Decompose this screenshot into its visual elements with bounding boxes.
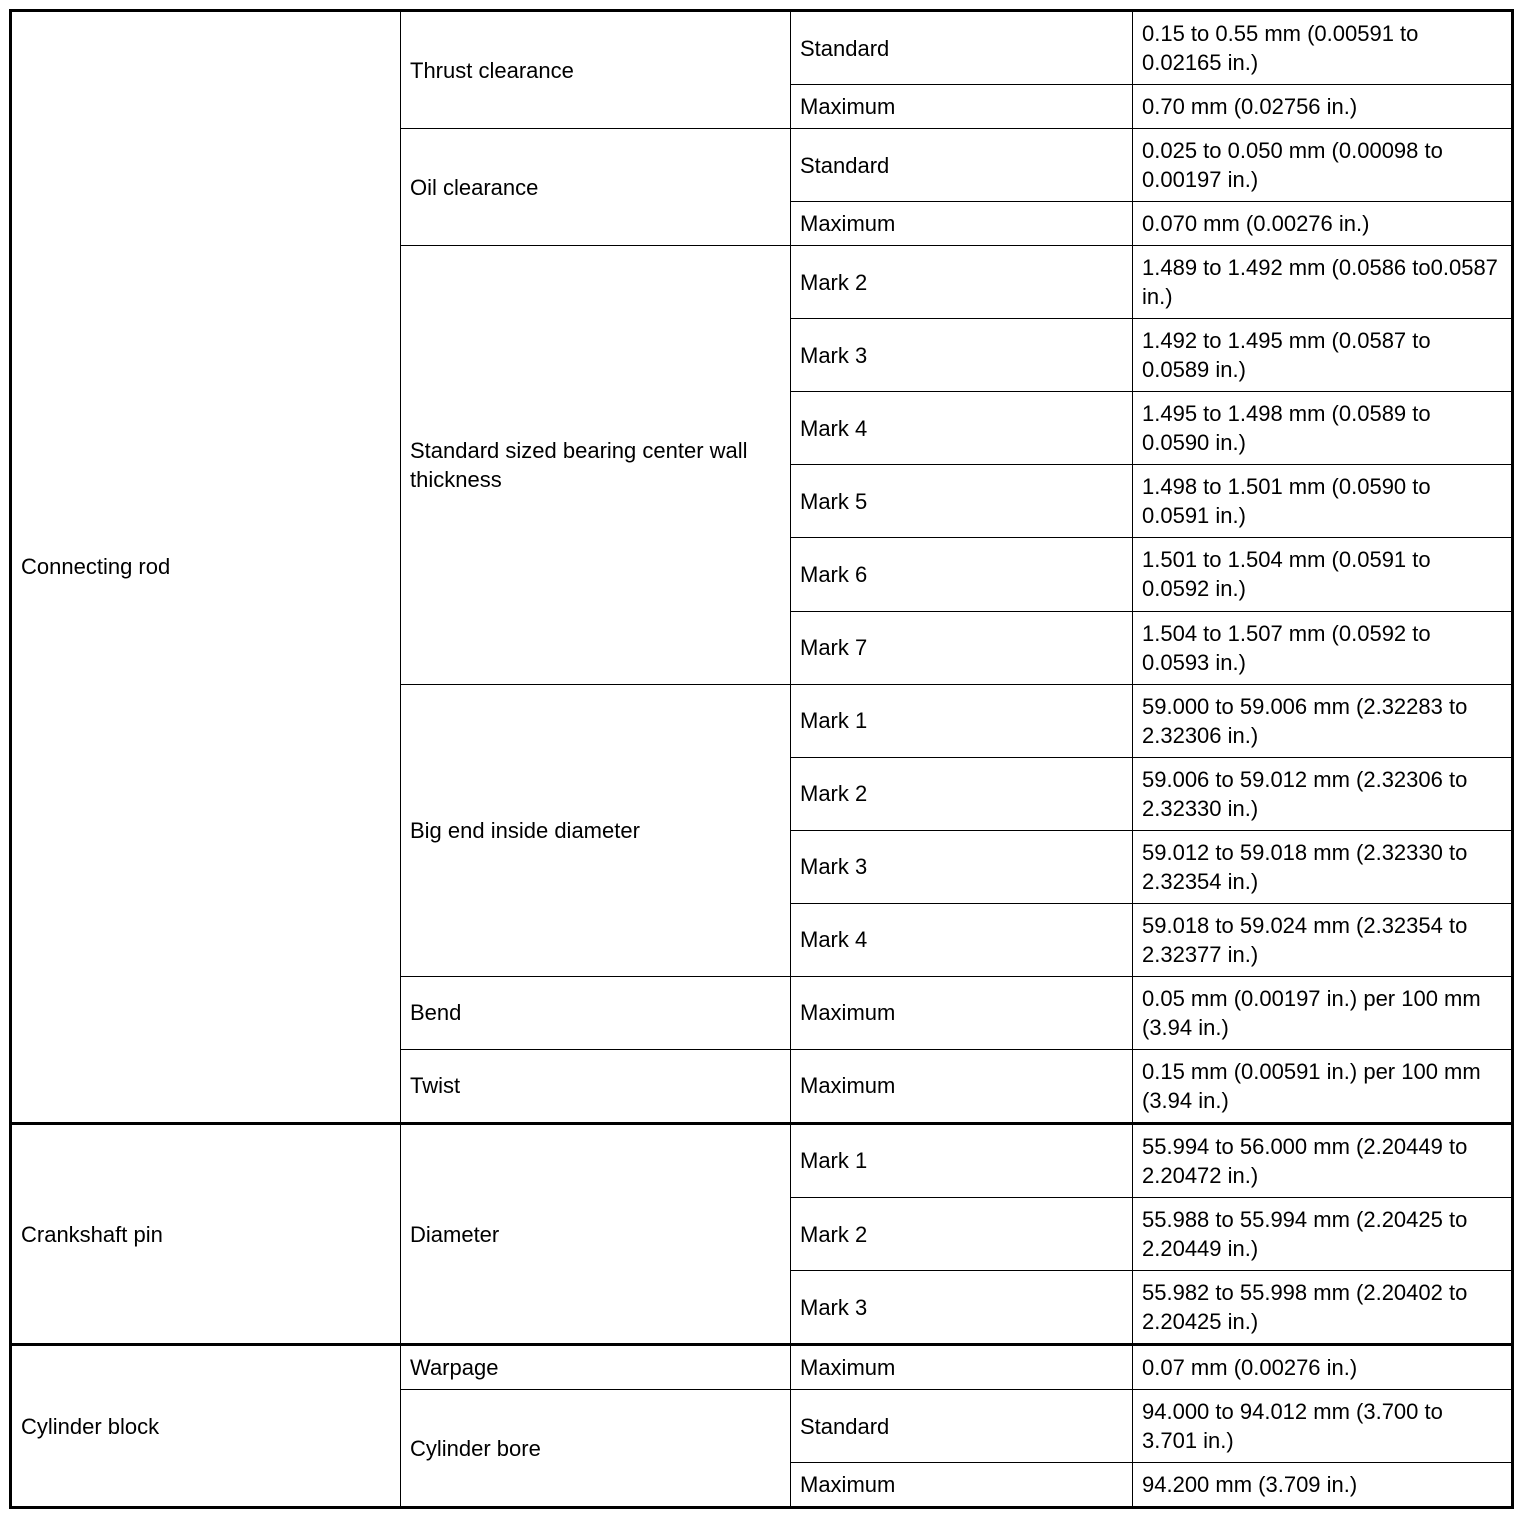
value-cell: 0.07 mm (0.00276 in.): [1133, 1345, 1513, 1390]
condition-cell: Mark 4: [791, 392, 1133, 465]
condition-cell: Maximum: [791, 1049, 1133, 1123]
condition-cell: Standard: [791, 11, 1133, 85]
condition-cell: Standard: [791, 129, 1133, 202]
value-cell: 94.200 mm (3.709 in.): [1133, 1463, 1513, 1508]
condition-cell: Mark 1: [791, 684, 1133, 757]
condition-cell: Mark 2: [791, 757, 1133, 830]
value-cell: 0.070 mm (0.00276 in.): [1133, 202, 1513, 246]
spec-label-cell: Standard sized bearing center wall thickness: [401, 246, 791, 684]
value-cell: 55.982 to 55.998 mm (2.20402 to 2.20425 in.): [1133, 1271, 1513, 1345]
value-cell: 0.05 mm (0.00197 in.) per 100 mm (3.94 in.): [1133, 976, 1513, 1049]
value-cell: 55.994 to 56.000 mm (2.20449 to 2.20472 in.): [1133, 1123, 1513, 1197]
spec-label-cell: Diameter: [401, 1123, 791, 1344]
value-cell: 59.018 to 59.024 mm (2.32354 to 2.32377 in.): [1133, 903, 1513, 976]
value-cell: 1.501 to 1.504 mm (0.0591 to 0.0592 in.): [1133, 538, 1513, 611]
condition-cell: Mark 7: [791, 611, 1133, 684]
value-cell: 59.000 to 59.006 mm (2.32283 to 2.32306 in.): [1133, 684, 1513, 757]
value-cell: 0.15 mm (0.00591 in.) per 100 mm (3.94 in.): [1133, 1049, 1513, 1123]
condition-cell: Mark 1: [791, 1123, 1133, 1197]
condition-cell: Mark 3: [791, 1271, 1133, 1345]
value-cell: 59.006 to 59.012 mm (2.32306 to 2.32330 in.): [1133, 757, 1513, 830]
value-cell: 0.15 to 0.55 mm (0.00591 to 0.02165 in.): [1133, 11, 1513, 85]
condition-cell: Maximum: [791, 202, 1133, 246]
spec-label-cell: Twist: [401, 1049, 791, 1123]
value-cell: 1.492 to 1.495 mm (0.0587 to 0.0589 in.): [1133, 319, 1513, 392]
component-cell: Connecting rod: [11, 11, 401, 1124]
condition-cell: Mark 2: [791, 1198, 1133, 1271]
spec-label-cell: Big end inside diameter: [401, 684, 791, 976]
spec-label-cell: Thrust clearance: [401, 11, 791, 129]
spec-label-cell: Oil clearance: [401, 129, 791, 246]
value-cell: 1.489 to 1.492 mm (0.0586 to0.0587 in.): [1133, 246, 1513, 319]
condition-cell: Mark 4: [791, 903, 1133, 976]
value-cell: 0.70 mm (0.02756 in.): [1133, 85, 1513, 129]
value-cell: 1.498 to 1.501 mm (0.0590 to 0.0591 in.): [1133, 465, 1513, 538]
condition-cell: Maximum: [791, 85, 1133, 129]
condition-cell: Standard: [791, 1390, 1133, 1463]
value-cell: 59.012 to 59.018 mm (2.32330 to 2.32354 in.): [1133, 830, 1513, 903]
value-cell: 55.988 to 55.994 mm (2.20425 to 2.20449 in.): [1133, 1198, 1513, 1271]
spec-label-cell: Bend: [401, 976, 791, 1049]
component-cell: Crankshaft pin: [11, 1123, 401, 1344]
value-cell: 94.000 to 94.012 mm (3.700 to 3.701 in.): [1133, 1390, 1513, 1463]
condition-cell: Maximum: [791, 1463, 1133, 1508]
spec-label-cell: Cylinder bore: [401, 1390, 791, 1508]
value-cell: 1.495 to 1.498 mm (0.0589 to 0.0590 in.): [1133, 392, 1513, 465]
value-cell: 0.025 to 0.050 mm (0.00098 to 0.00197 in.): [1133, 129, 1513, 202]
condition-cell: Mark 3: [791, 319, 1133, 392]
value-cell: 1.504 to 1.507 mm (0.0592 to 0.0593 in.): [1133, 611, 1513, 684]
spec-label-cell: Warpage: [401, 1345, 791, 1390]
condition-cell: Mark 5: [791, 465, 1133, 538]
component-cell: Cylinder block: [11, 1345, 401, 1508]
table-row: [11, 11, 1513, 85]
condition-cell: Mark 3: [791, 830, 1133, 903]
condition-cell: Mark 2: [791, 246, 1133, 319]
condition-cell: Mark 6: [791, 538, 1133, 611]
specifications-table: [9, 9, 1514, 1509]
table-row: [11, 1123, 1513, 1197]
condition-cell: Maximum: [791, 1345, 1133, 1390]
condition-cell: Maximum: [791, 976, 1133, 1049]
table-row: [11, 1345, 1513, 1390]
